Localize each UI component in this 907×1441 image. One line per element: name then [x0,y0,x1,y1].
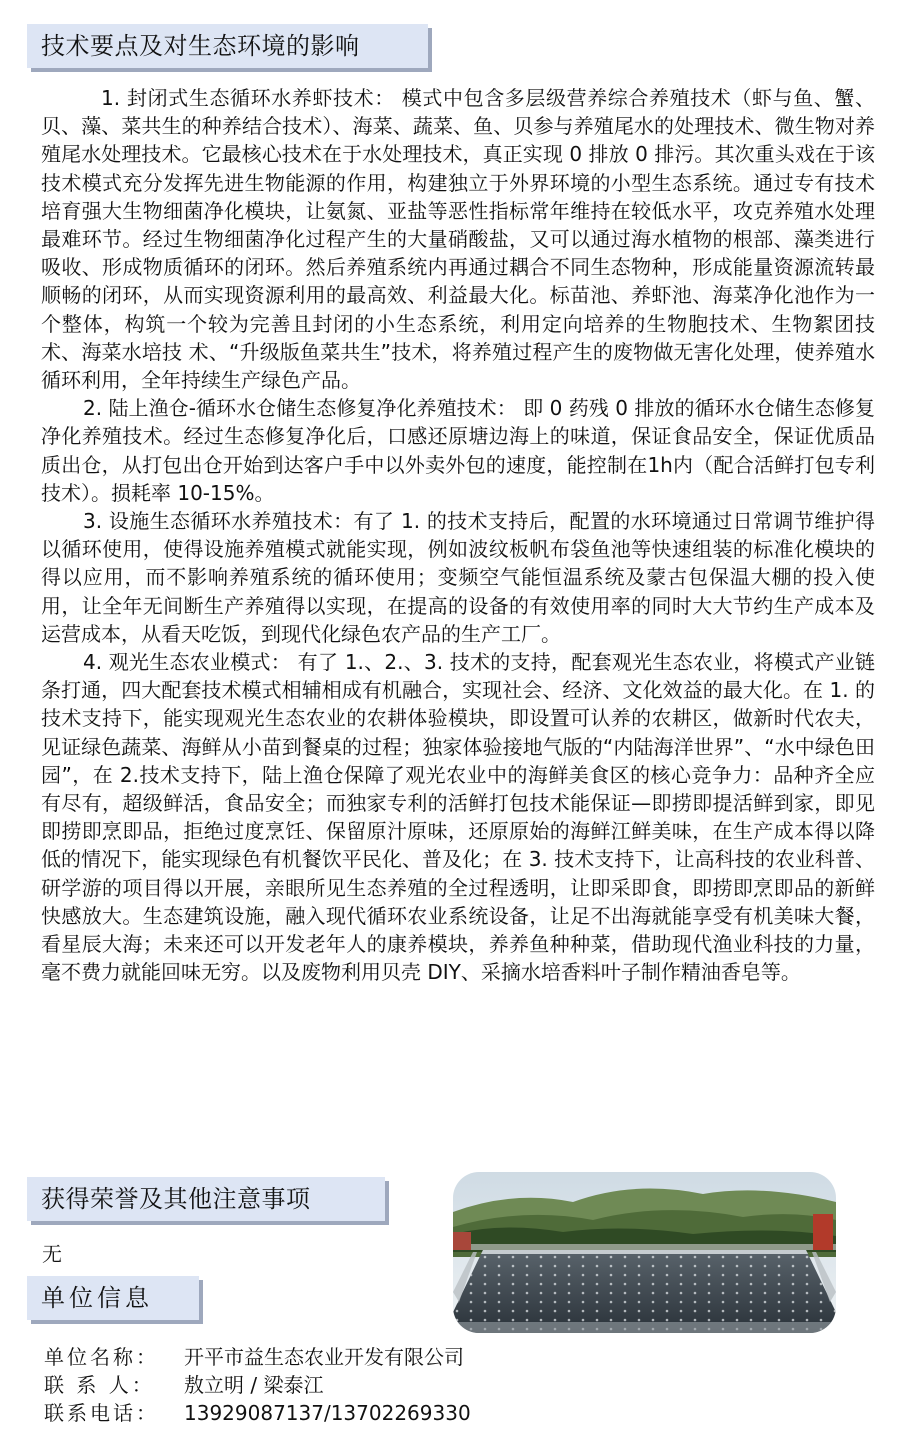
unit-name-row [44,1343,464,1371]
section-title-tech: 技术要点及对生态环境的影响 [27,24,428,68]
tech-paragraph-3: 3. 设施生态循环水养殖技术：有了 1. 的技术支持后，配置的水环境通过日常调节维护得以循环使用，使得设施养殖模式就能实现，例如波纹板帆布袋鱼池等快速组装的标准化模块的得以应用，而不影响养殖系统的循环使用；变频空气能恒温系统及蒙古包保温大棚的投入使用，让全年无间断生产养殖得以实现，在提高的设备的有效使用率的同时大大节约生产成本及运营成本，从看天吃饭，到现代化绿色农产品的生产工厂。 [41,509,875,646]
contact-phone-row [44,1399,471,1427]
tech-paragraph-2: 2. 陆上渔仓-循环水仓储生态修复净化养殖技术： 即 0 药残 0 排放的循环水仓储生态修复净化养殖技术。经过生态修复净化后，口感还原塘边海上的味道，保证食品安全，保证优质品质出仓，从打包出仓开始到达客户手中以外卖外包的速度，能控制在1h内（配合活鲜打包专利技术）。损耗率 10-15%。 [41,396,875,505]
contact-phone-label: 联系电话： [44,1401,159,1425]
tech-body [41,84,875,987]
unit-name-label: 单位名称： [44,1345,159,1369]
aquaculture-pond-photo [453,1172,836,1333]
unit-name-value: 开平市益生态农业开发有限公司 [184,1345,464,1369]
contact-phone-value: 13929087137/13702269330 [184,1401,471,1425]
contact-person-row [44,1371,323,1399]
contact-person-label: 联 系 人： [44,1373,155,1397]
section-title-unit: 单位信息 [27,1276,199,1320]
tech-paragraph-4: 4. 观光生态农业模式： 有了 1.、2.、3. 技术的支持，配套观光生态农业，将模式产业链条打通，四大配套技术模式相辅相成有机融合，实现社会、经济、文化效益的最大化。在 1. 的技术支持下，能实现观光生态农业的农耕体验模块，即设置可认养的农耕区，做新时代农夫，见证绿色蔬菜、海鲜从小苗到餐桌的过程；独家体验接地气版的“内陆海洋世界”、“水中绿色田园”，在 2.技术支持下，陆上渔仓保障了观光农业中的海鲜美食区的核心竞争力：品种齐全应有尽有，超级鲜活，食品安全；而独家专利的活鲜打包技术能保证—即捞即提活鲜到家，即见即捞即烹即品，拒绝过度烹饪、保留原汁原味，还原原始的海鲜江鲜美味，在生产成本得以降低的情况下，能实现绿色有机餐饮平民化、普及化；在 3. 技术支持下，让高科技的农业科普、研学游的项目得以开展，亲眼所见生态养殖的全过程透明，让即采即食，即捞即烹即品的新鲜快感放大。生态建筑设施，融入现代循环农业系统设备，让足不出海就能享受有机美味大餐，看星辰大海；未来还可以开发老年人的康养模块，养养鱼种种菜，借助现代渔业科技的力量，毫不费力就能回味无穷。以及废物利用贝壳 DIY、采摘水培香料叶子制作精油香皂等。 [41,650,875,985]
contact-person-value: 敖立明 / 梁泰江 [184,1373,324,1397]
tech-paragraph-1: 1. 封闭式生态循环水养虾技术： 模式中包含多层级营养综合养殖技术（虾与鱼、蟹、贝、藻、菜共生的种养结合技术）、海菜、蔬菜、鱼、贝参与养殖尾水的处理技术、微生物对养殖尾水处理技术。它最核心技术在于水处理技术，真正实现 0 排放 0 排污。其次重头戏在于该技术模式充分发挥先进生物能源的作用，构建独立于外界环境的小型生态系统。通过专有技术培育强大生物细菌净化模块，让氨氮、亚盐等恶性指标常年维持在较低水平，攻克养殖水处理最难环节。经过生物细菌净化过程产生的大量硝酸盐，又可以通过海水植物的根部、藻类进行吸收、形成物质循环的闭环。然后养殖系统内再通过耦合不同生态物种，形成能量资源流转最顺畅的闭环，从而实现资源利用的最高效、利益最大化。标苗池、养虾池、海菜净化池作为一个整体，构筑一个较为完善且封闭的小生态系统，利用定向培养的生物胞技术、生物絮团技术、海菜水培技 术、“升级版鱼菜共生”技术，将养殖过程产生的废物做无害化处理，使养殖水循环利用，全年持续生产绿色产品。 [41,86,875,393]
honors-text: 无 [42,1242,62,1266]
section-title-honors: 获得荣誉及其他注意事项 [27,1177,385,1221]
